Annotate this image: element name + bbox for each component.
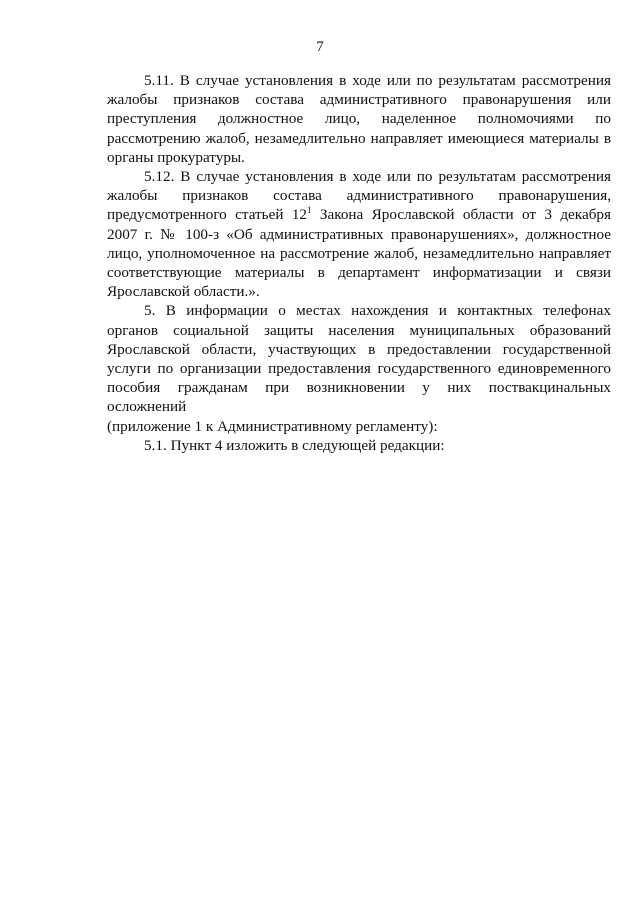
text-line: жалобы признаков состава административного правонарушения, <box>107 187 611 205</box>
text-line: жалобы признаков состава административного правонарушения или <box>107 91 611 109</box>
paragraph-5-1 <box>107 436 611 455</box>
paragraph-5 <box>107 301 611 435</box>
text-fragment: Закона Ярославской области от 3 декабря <box>311 206 611 224</box>
text-line: рассмотрению жалоб, незамедлительно направляет имеющиеся материалы в <box>107 129 611 147</box>
page-number: 7 <box>316 39 324 55</box>
document-body <box>107 71 611 455</box>
text-line: Ярославской области, участвующих в предоставлении государственной <box>107 340 611 358</box>
text-line: органов социальной защиты населения муниципальных образований <box>107 321 611 339</box>
text-line: 2007 г. № 100-з «Об административных правонарушениях», должностное <box>107 225 611 243</box>
text-line: соответствующие материалы в департамент информатизации и связи <box>107 264 611 282</box>
text-line: 5. В информации о местах нахождения и контактных телефонах <box>144 302 611 320</box>
text-line: 5.11. В случае установления в ходе или по результатам рассмотрения <box>144 72 611 89</box>
text-line: 5.1. Пункт 4 изложить в следующей редакции: <box>144 436 445 454</box>
text-line: органы прокуратуры. <box>107 148 245 166</box>
text-line: (приложение 1 к Административному регламенту): <box>107 417 438 435</box>
paragraph-5-12 <box>107 167 611 301</box>
text-line: преступления должностное лицо, наделенное полномочиями по <box>107 110 611 128</box>
text-line: услуги по организации предоставления государственного единовременного <box>107 360 611 378</box>
text-line: лицо, уполномоченное на рассмотрение жалоб, незамедлительно направляет <box>107 244 611 262</box>
text-line-with-superscript <box>107 205 611 224</box>
text-line: Ярославской области.». <box>107 283 260 301</box>
text-line: пособия гражданам при возникновении у них поствакцинальных осложнений <box>107 379 611 416</box>
paragraph-5-11 <box>107 71 611 167</box>
text-fragment: предусмотренного статьей 12 <box>107 206 308 224</box>
text-line: 5.12. В случае установления в ходе или по результатам рассмотрения <box>144 168 611 186</box>
article-superscript: 1 <box>307 205 312 216</box>
